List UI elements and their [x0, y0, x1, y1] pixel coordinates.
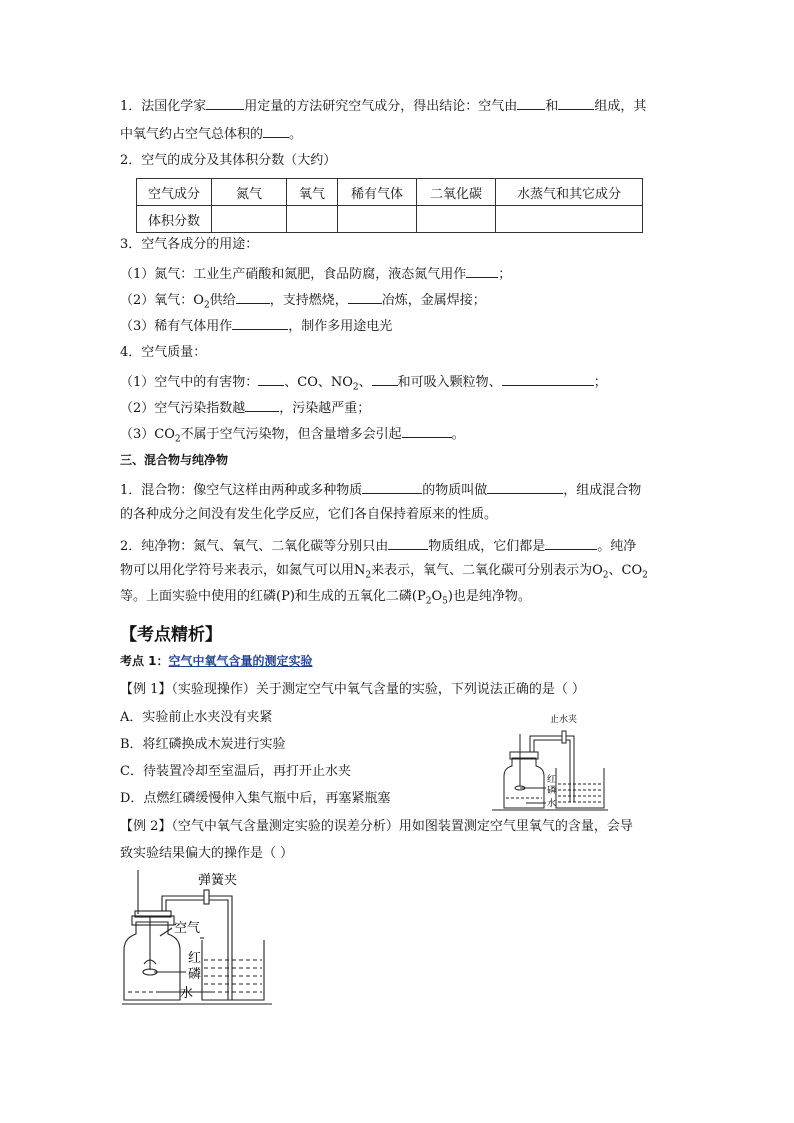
- answer-blank[interactable]: [487, 480, 563, 494]
- option-a[interactable]: A．实验前止水夹没有夹紧: [120, 710, 273, 725]
- answer-blank[interactable]: [362, 480, 422, 494]
- answer-blank[interactable]: [558, 96, 594, 110]
- answer-blank[interactable]: [258, 372, 284, 386]
- mixture-def-cont: 的各种成分之间没有发生化学反应，它们各自保持着原来的性质。: [120, 507, 498, 522]
- usage-noble-gas: （3）稀有气体用作 ，制作多用途电光: [120, 316, 392, 336]
- answer-blank[interactable]: [388, 536, 428, 550]
- table-input-cell[interactable]: [287, 206, 338, 233]
- fill-question-1-cont: 中氧气约占空气总体积的 。: [120, 124, 302, 144]
- mixture-def: 1．混合物：像空气这样由两种或多种物质 的物质叫做 ，组成混合物: [120, 480, 641, 500]
- section-mixtures-title: 三、混合物与纯净物: [120, 453, 229, 467]
- fig-label: 磷: [547, 786, 557, 796]
- answer-blank[interactable]: [236, 290, 270, 304]
- example-2-question-cont: 致实验结果偏大的操作是（ ）: [120, 846, 294, 861]
- pure-def-cont: 物可以用化学符号来表示，如氮气可以用$N_2$来表示，氧气、二氧化碳可分别表示为$O_2$、$CO_2$: [120, 563, 648, 581]
- table-cell: 氮气: [212, 179, 287, 206]
- section-kaodian-title: 【考点精析】: [120, 625, 222, 645]
- answer-blank[interactable]: [517, 96, 545, 110]
- air-composition-table: [136, 178, 643, 233]
- section-3-title: 3．空气各成分的用途：: [120, 237, 259, 252]
- usage-oxygen: （2）氧气：$O_2$供给 ，支持燃烧， 冶炼，金属焊接；: [120, 290, 486, 315]
- example-2-question: 【例 2】（空气中氧气含量测定实验的误差分析）用如图装置测定空气里氧气的含量，会导: [120, 819, 633, 834]
- table-row: [137, 206, 643, 233]
- fill-question-1: 1．法国化学家 用定量的方法研究空气成分，得出结论：空气由 和 组成，其: [120, 96, 646, 116]
- answer-blank[interactable]: [348, 290, 382, 304]
- table-input-cell[interactable]: [212, 206, 287, 233]
- fig-label: 弹簧夹: [198, 873, 238, 888]
- fig-label: 磷: [188, 967, 202, 982]
- option-b[interactable]: B．将红磷换成木炭进行实验: [120, 737, 286, 752]
- table-input-cell[interactable]: [496, 206, 643, 233]
- apparatus-figure-1: [490, 712, 610, 814]
- option-c[interactable]: C．待装置冷却至室温后，再打开止水夹: [120, 764, 351, 779]
- answer-blank[interactable]: [372, 372, 398, 386]
- example-1-question: 【例 1】（实验现操作）关于测定空气中氧气含量的实验，下列说法正确的是（ ）: [120, 682, 586, 697]
- answer-blank[interactable]: [263, 124, 289, 138]
- fig-label: 空气: [174, 921, 201, 936]
- table-input-cell[interactable]: [338, 206, 417, 233]
- fig-label: 红: [188, 951, 202, 966]
- fig-label: 红: [547, 775, 557, 785]
- apparatus-figure-2: [118, 866, 278, 1008]
- table-cell: 体积分数: [137, 206, 212, 233]
- answer-blank[interactable]: [545, 536, 597, 550]
- answer-blank[interactable]: [232, 316, 288, 330]
- kaodian-1: 考点 1：空气中氧气含量的测定实验: [120, 654, 313, 668]
- pure-def: 2．纯净物：氮气、氧气、二氧化碳等分别只由 物质组成，它们都是 。纯净: [120, 536, 636, 556]
- table-cell: 氧气: [287, 179, 338, 206]
- co2-effect: $(3)CO_2$不属于空气污染物，但含量增多会引起 。: [120, 424, 465, 449]
- table-cell: 空气成分: [137, 179, 212, 206]
- table-cell: 水蒸气和其它成分: [496, 179, 643, 206]
- answer-blank[interactable]: [466, 264, 498, 278]
- fig-label: 水: [180, 986, 194, 1001]
- answer-blank[interactable]: [245, 398, 279, 412]
- pollution-index: （2）空气污染指数越 ，污染越严重；: [120, 398, 370, 418]
- fig-label: 水: [547, 799, 557, 809]
- harmful-substances: （1）空气中的有害物： 、CO、$NO_2$、 和可吸入颗粒物、 ；: [120, 372, 607, 397]
- usage-nitrogen: （1）氮气：工业生产硝酸和氮肥，食品防腐，液态氮气用作 ；: [120, 264, 511, 284]
- answer-blank[interactable]: [502, 372, 594, 386]
- pure-def-cont2: 等。上面实验中使用的红磷(P)和生成的五氧化二磷$(P_2O_5)$也是纯净物。: [120, 589, 531, 607]
- table-input-cell[interactable]: [417, 206, 496, 233]
- answer-blank[interactable]: [402, 424, 452, 438]
- table-header-row: [137, 179, 643, 206]
- section-4-title: 4．空气质量：: [120, 345, 207, 360]
- table-cell: 稀有气体: [338, 179, 417, 206]
- fig-label: 止水夹: [550, 715, 578, 725]
- section-2-title: 2．空气的成分及其体积分数（大约）: [120, 153, 337, 168]
- option-d[interactable]: D．点燃红磷缓慢伸入集气瓶中后，再塞紧瓶塞: [120, 791, 391, 806]
- table-cell: 二氧化碳: [417, 179, 496, 206]
- answer-blank[interactable]: [206, 96, 244, 110]
